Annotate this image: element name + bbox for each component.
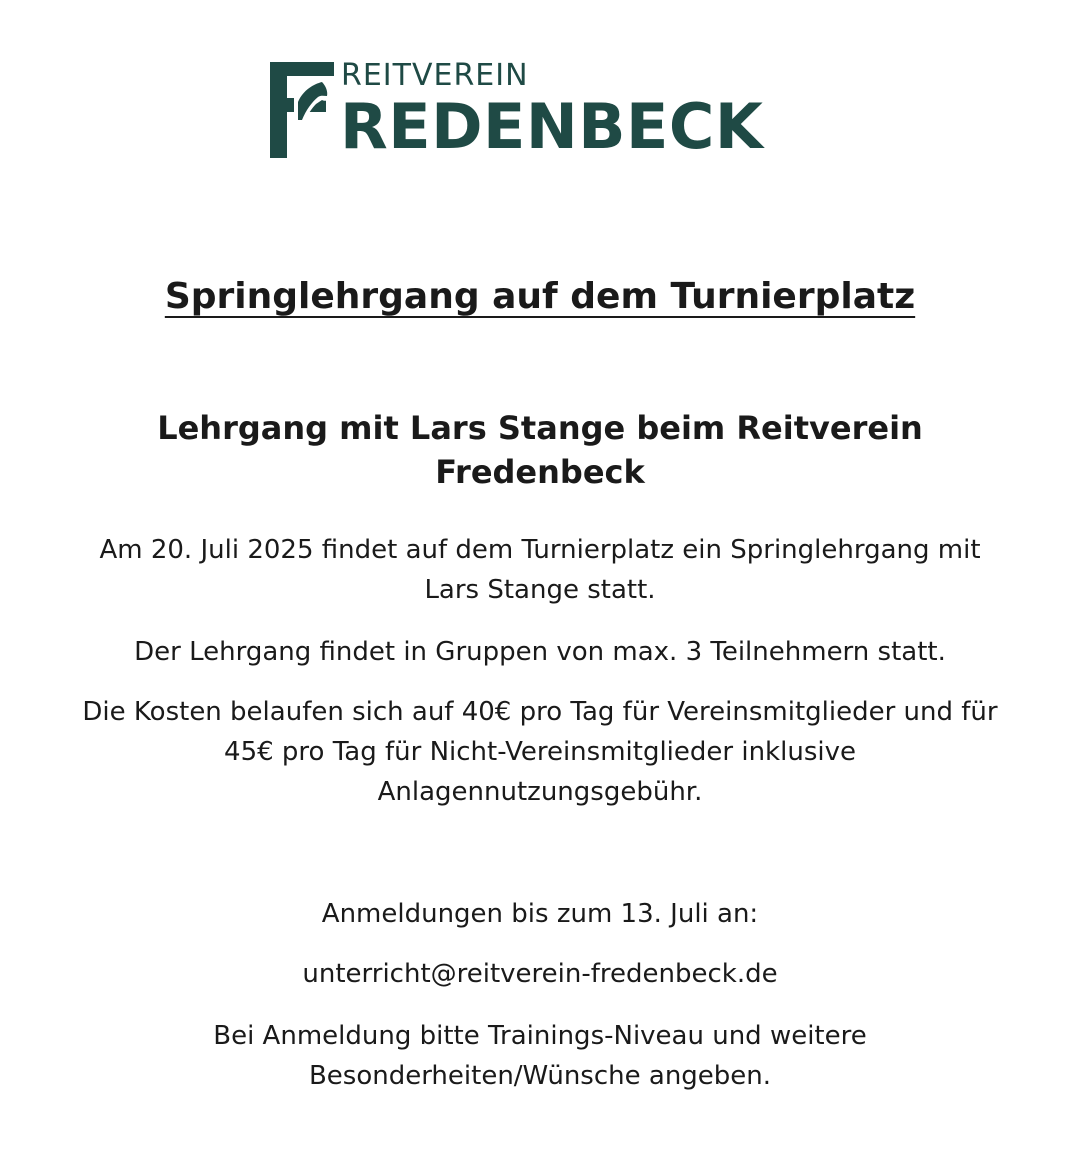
subtitle: Lehrgang mit Lars Stange beim Reitverein Fredenbeck: [157, 409, 923, 491]
horse-head-icon: [270, 62, 340, 158]
groups-paragraph: Der Lehrgang findet in Gruppen von max. 3 Teilnehmern statt.: [134, 637, 946, 667]
costs-paragraph: Die Kosten belaufen sich auf 40€ pro Tag für Vereinsmitglieder und für 45€ pro Tag für Nicht-Vereinsmitglieder inklusive Anlagennutzungsgebühr.: [82, 697, 998, 807]
date-paragraph: Am 20. Juli 2025 findet auf dem Turnierplatz ein Springlehrgang mit Lars Stange statt.: [99, 535, 981, 605]
notes-paragraph: Bei Anmeldung bitte Trainings-Niveau und weitere Besonderheiten/Wünsche angeben.: [213, 1021, 867, 1091]
club-logo: [270, 58, 810, 162]
logo-subtitle: REITVEREIN: [341, 58, 529, 93]
registration-paragraph: Anmeldungen bis zum 13. Juli an:: [321, 899, 759, 929]
page-title: Springlehrgang auf dem Turnierplatz: [164, 276, 916, 317]
logo-wordmark: REDENBECK: [340, 90, 764, 163]
email-address: unterricht@reitverein-fredenbeck.de: [302, 959, 778, 989]
